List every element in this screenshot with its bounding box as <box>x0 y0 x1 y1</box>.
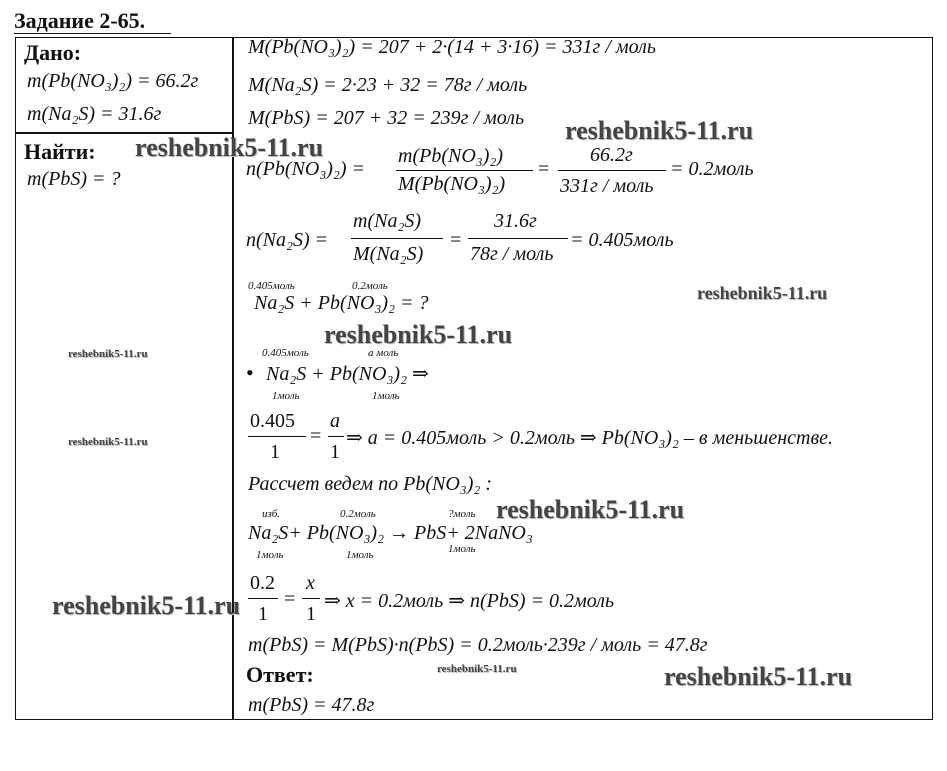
equals-sign: = <box>284 588 296 610</box>
fraction-bar <box>468 238 568 239</box>
x-ratio-numerator: 0.2 <box>250 572 275 594</box>
watermark: reshebnik5-11.ru <box>324 320 513 349</box>
fraction-numerator: 31.6г <box>494 210 537 232</box>
find-label: Найти: <box>24 139 96 164</box>
watermark: reshebnik5-11.ru <box>52 591 241 620</box>
fraction-numerator: 66.2г <box>590 144 633 166</box>
fraction-bar <box>558 170 666 171</box>
amount-sodium-sulfide-result: = 0.405моль <box>570 229 674 251</box>
x-ratio-conclusion: ⇒ x = 0.2моль ⇒ n(PbS) = 0.2моль <box>324 590 615 612</box>
reaction-annotation: изб. <box>262 508 281 520</box>
reaction-annotation: 1моль <box>272 390 300 402</box>
ratio-numerator: a <box>330 410 340 432</box>
answer-value: m(PbS) = 47.8г <box>248 694 375 716</box>
molar-mass-lead-nitrate: M(Pb(NO₃)₂) = 207 + 2·(14 + 3·16) = 331г / моль <box>248 36 656 58</box>
answer-label: Ответ: <box>246 662 314 687</box>
find-mass-lead-sulfide: m(PbS) = ? <box>27 168 121 190</box>
given-mass-lead-nitrate: m(Pb(NO₃)₂) = 66.2г <box>27 70 199 92</box>
reaction-annotation: 0.405моль <box>262 347 309 359</box>
given-label: Дано: <box>24 40 82 65</box>
reaction-annotation: 1моль <box>448 543 476 555</box>
equals-sign: = <box>450 229 462 251</box>
title-underline <box>14 33 171 34</box>
reaction-annotation: 1моль <box>346 549 374 561</box>
watermark: reshebnik5-11.ru <box>437 663 517 675</box>
watermark: reshebnik5-11.ru <box>664 662 853 691</box>
reaction-annotation: 1моль <box>256 549 284 561</box>
watermark: reshebnik5-11.ru <box>68 348 148 360</box>
molar-mass-lead-sulfide: M(PbS) = 207 + 32 = 239г / моль <box>248 107 525 129</box>
x-ratio-numerator: x <box>306 572 315 594</box>
reaction-equation-3: Na₂S+ Pb(NO₃)₂ → PbS+ 2NaNO₃ <box>248 522 533 544</box>
fraction-bar <box>248 598 278 599</box>
task-title: Задание 2-65. <box>14 8 146 33</box>
amount-lead-nitrate-result: = 0.2моль <box>670 158 754 180</box>
watermark: reshebnik5-11.ru <box>697 283 828 303</box>
reaction-equation-2: Na₂S + Pb(NO₃)₂ ⇒ <box>266 363 429 385</box>
watermark: reshebnik5-11.ru <box>565 116 754 145</box>
fraction-denominator: 331г / моль <box>560 175 654 197</box>
x-ratio-denominator: 1 <box>258 603 268 625</box>
x-ratio-denominator: 1 <box>306 603 316 625</box>
amount-lead-nitrate-lhs: n(Pb(NO₃)₂) = <box>246 158 366 180</box>
molar-mass-sodium-sulfide: M(Na₂S) = 2·23 + 32 = 78г / моль <box>248 74 528 96</box>
calculation-note: Рассчет ведем по Pb(NO₃)₂ : <box>248 473 492 495</box>
reaction-annotation: 0.2моль <box>340 508 376 520</box>
reaction-annotation: a моль <box>368 347 399 359</box>
ratio-denominator: 1 <box>270 441 280 463</box>
fraction-bar <box>351 238 443 239</box>
fraction-bar <box>396 170 533 171</box>
fraction-bar <box>302 598 320 599</box>
fraction-bar <box>328 436 344 437</box>
watermark: reshebnik5-11.ru <box>496 495 685 524</box>
amount-sodium-sulfide-lhs: n(Na₂S) = <box>246 229 329 251</box>
mass-lead-sulfide-calculation: m(PbS) = M(PbS)·n(PbS) = 0.2моль·239г / моль = 47.8г <box>248 634 708 656</box>
ratio-conclusion: ⇒ a = 0.405моль > 0.2моль ⇒ Pb(NO₃)₂ – в меньшенстве. <box>346 427 834 449</box>
fraction-denominator: M(Na₂S) <box>353 243 424 265</box>
fraction-numerator: m(Na₂S) <box>353 210 422 232</box>
fraction-bar <box>248 436 306 437</box>
reaction-annotation: ?моль <box>448 508 476 520</box>
equals-sign: = <box>538 158 550 180</box>
bullet-icon: • <box>246 360 254 385</box>
given-mass-sodium-sulfide: m(Na₂S) = 31.6г <box>27 103 162 125</box>
reaction-annotation: 0.2моль <box>352 280 388 292</box>
reaction-annotation: 0.405моль <box>248 280 295 292</box>
reaction-equation-1: Na₂S + Pb(NO₃)₂ = ? <box>254 292 429 314</box>
reaction-annotation: 1моль <box>372 390 400 402</box>
watermark: reshebnik5-11.ru <box>68 436 148 448</box>
fraction-denominator: 78г / моль <box>470 243 554 265</box>
ratio-numerator: 0.405 <box>250 410 295 432</box>
watermark: reshebnik5-11.ru <box>135 133 324 162</box>
fraction-numerator: m(Pb(NO₃)₂) <box>398 145 503 167</box>
equals-sign: = <box>310 425 322 447</box>
ratio-denominator: 1 <box>330 441 340 463</box>
fraction-denominator: M(Pb(NO₃)₂) <box>398 173 506 195</box>
